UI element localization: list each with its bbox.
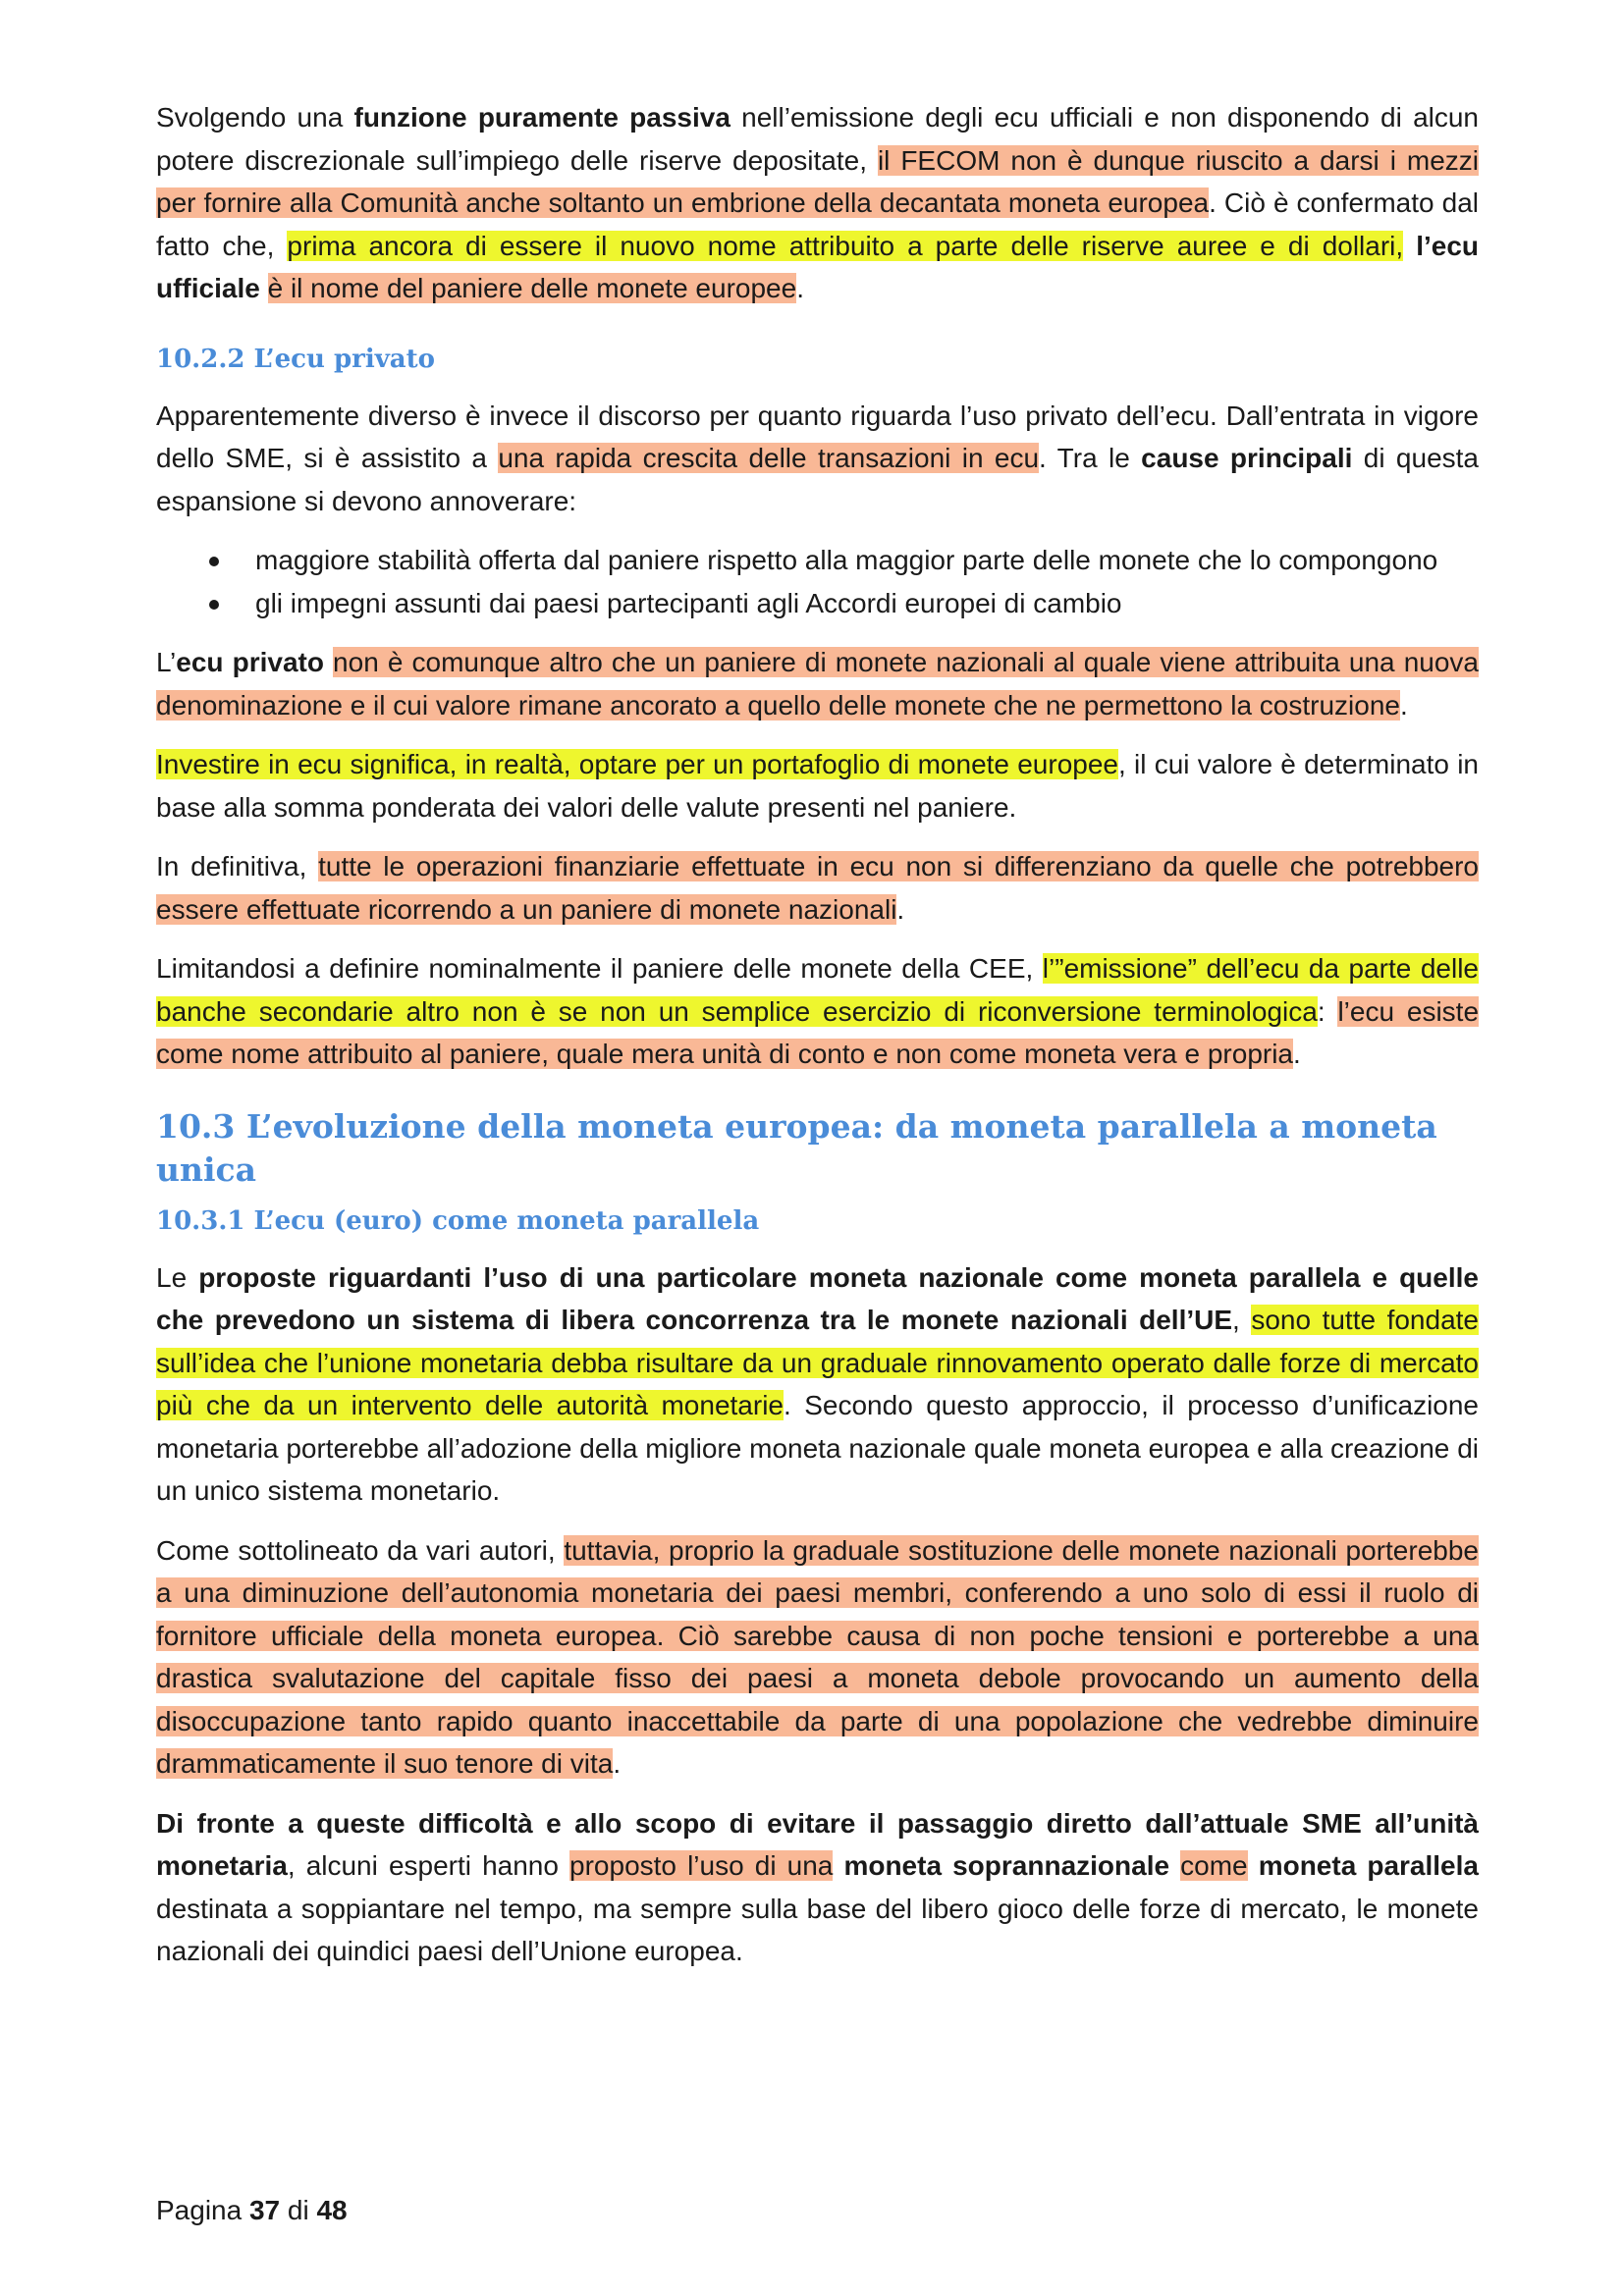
text-run: Apparentemente diverso è invece il discorso per quanto riguarda l’uso privato dell’ecu. Dall’entrata in vigore dello SME, si è assistito a [156,400,1479,473]
total-page-number: 48 [316,2195,348,2225]
list-item-text: gli impegni assunti dai paesi partecipanti agli Accordi europei di cambio [255,587,1122,618]
bold-run: moneta soprannazionale [833,1850,1170,1881]
page-footer [156,2191,348,2230]
paragraph-ecu-privato-definition [156,641,1479,726]
highlight-orange: come [1180,1850,1248,1881]
bold-run: Di fronte a queste difficoltà e allo scopo di evitare il passaggio diretto dall’attuale SME all’unità monetaria [156,1807,1479,1881]
list-item [156,539,1479,582]
text-run: Le [156,1261,199,1293]
highlight-orange: l’ecu esiste come nome attribuito al paniere, quale mera unità di conto e non come moneta vera e propria [156,995,1480,1069]
text-run: . [613,1748,622,1779]
text-run [324,647,333,677]
bold-run: proposte riguardanti l’uso di una particolare moneta nazionale come moneta parallela e quelle che prevedono un sistema di libera concorrenza tra le monete nazionali dell’UE [156,1261,1479,1335]
highlight-orange: tutte le operazioni finanziarie effettuate in ecu non si differenziano da quelle che potrebbero essere effettuate ricorrendo a un paniere di monete nazionali [156,851,1479,925]
bold-run: cause principali [1141,443,1353,473]
highlight-orange: proposto l’uso di una [569,1850,834,1881]
text-run: , il cui valore è determinato in base alla somma ponderata dei valori delle valute presenti nel paniere. [156,749,1479,823]
highlight-orange: tuttavia, proprio la graduale sostituzione delle monete nazionali porterebbe a una diminuzione dell’autonomia monetaria dei paesi membri, conferendo a uno solo di essi il ruolo di fornitore ufficiale della moneta europea. Ciò sarebbe causa di non poche tensioni e porterebbe a una drastica svalutazione del capitale fisso dei paesi a moneta debole provocando un aumento della disoccupazione tanto rapido quanto inaccettabile da parte di una popolazione che vedrebbe diminuire drammaticamente il suo tenore di vita [156,1534,1479,1779]
list-item-text: maggiore stabilità offerta dal paniere rispetto alla maggior parte delle monete che lo compongono [255,545,1438,575]
text-run: . [896,893,905,925]
footer-label: Pagina [156,2195,249,2225]
text-run [1169,1850,1180,1881]
heading-10-3-1: 10.3.1 L’ecu (euro) come moneta parallela [156,1205,760,1236]
paragraph-proposte [156,1256,1479,1513]
page-content [156,96,1479,1990]
bold-run: moneta parallela [1247,1850,1479,1881]
paragraph-limitandosi [156,947,1479,1076]
text-run: di questa espansione si devono annoverare: [156,443,1479,516]
text-run: destinata a soppiantare nel tempo, ma sempre sulla base del libero gioco delle forze di mercato, le monete nazionali dei quindici paesi dell’Unione europea. [156,1893,1479,1966]
text-run: In definitiva, [156,851,319,881]
highlight-yellow: l’”emissione” dell’ecu da parte delle banche secondarie altro non è se non un semplice esercizio di riconversione terminologica [156,953,1480,1027]
text-run: . [1400,689,1408,721]
text-run: . [796,273,804,303]
paragraph-come-sottolineato [156,1529,1479,1786]
paragraph-fecom [156,96,1479,310]
list-item [156,582,1479,625]
paragraph-ecu-privato [156,395,1479,523]
highlight-yellow: Investire in ecu significa, in realtà, optare per un portafoglio di monete europee [156,749,1118,779]
current-page-number: 37 [248,2195,281,2225]
text-run: nell’emissione degli ecu ufficiali e non disponendo di alcun potere discrezionale sull’impiego delle riserve depositate, [156,102,1480,176]
text-run: . Ciò è confermato dal fatto che, [156,187,1480,261]
paragraph-investire [156,743,1479,828]
text-run: . Tra le [1039,443,1142,473]
text-run [260,273,268,303]
text-run: Come sottolineato da vari autori, [156,1534,565,1566]
text-run: . [1293,1039,1301,1069]
text-run: L’ [156,647,177,677]
highlight-yellow: sono tutte fondate sull’idea che l’unione monetaria debba risultare da un graduale rinnovamento operato dalle forze di mercato più che da un intervento delle autorità monetarie [156,1305,1479,1420]
highlight-orange: una rapida crescita delle transazioni in ecu [498,443,1040,473]
bullet-list [156,539,1479,624]
heading-10-2-2: 10.2.2 L’ecu privato [156,344,436,374]
text-run: . Secondo questo approccio, il processo d’unificazione monetaria porterebbe all’adozione della migliore moneta nazionale quale moneta europea e alla creazione di un unico sistema monetario. [156,1390,1480,1506]
heading-10-3: 10.3 L’evoluzione della moneta europea: da moneta parallela a moneta unica [156,1106,1437,1189]
highlight-orange: non è comunque altro che un paniere di monete nazionali al quale viene attribuita una nuova denominazione e il cui valore rimane ancorato a quello delle monete che ne permettono la costruzione [156,647,1479,721]
bullet-icon [209,557,219,566]
bold-run: l’ecu ufficiale [156,230,1480,303]
text-run: : [1317,995,1338,1027]
paragraph-in-definitiva [156,845,1479,931]
text-run: Svolgendo una [156,102,354,133]
highlight-yellow: prima ancora di essere il nuovo nome attribuito a parte delle riserve auree e di dollari, [287,230,1404,261]
text-run: , alcuni esperti hanno [287,1850,570,1881]
highlight-orange: è il nome del paniere delle monete europee [267,273,797,303]
bullet-icon [209,600,219,610]
text-run: Limitandosi a definire nominalmente il paniere delle monete della CEE, [156,953,1043,984]
bold-run: funzione puramente passiva [353,102,730,133]
text-run: , [1232,1305,1252,1335]
highlight-orange: il FECOM non è dunque riuscito a darsi i mezzi per fornire alla Comunità anche soltanto un embrione della decantata moneta europea [156,144,1479,218]
footer-label: di [280,2195,317,2225]
bold-run: ecu privato [176,647,324,677]
paragraph-di-fronte [156,1802,1479,1973]
